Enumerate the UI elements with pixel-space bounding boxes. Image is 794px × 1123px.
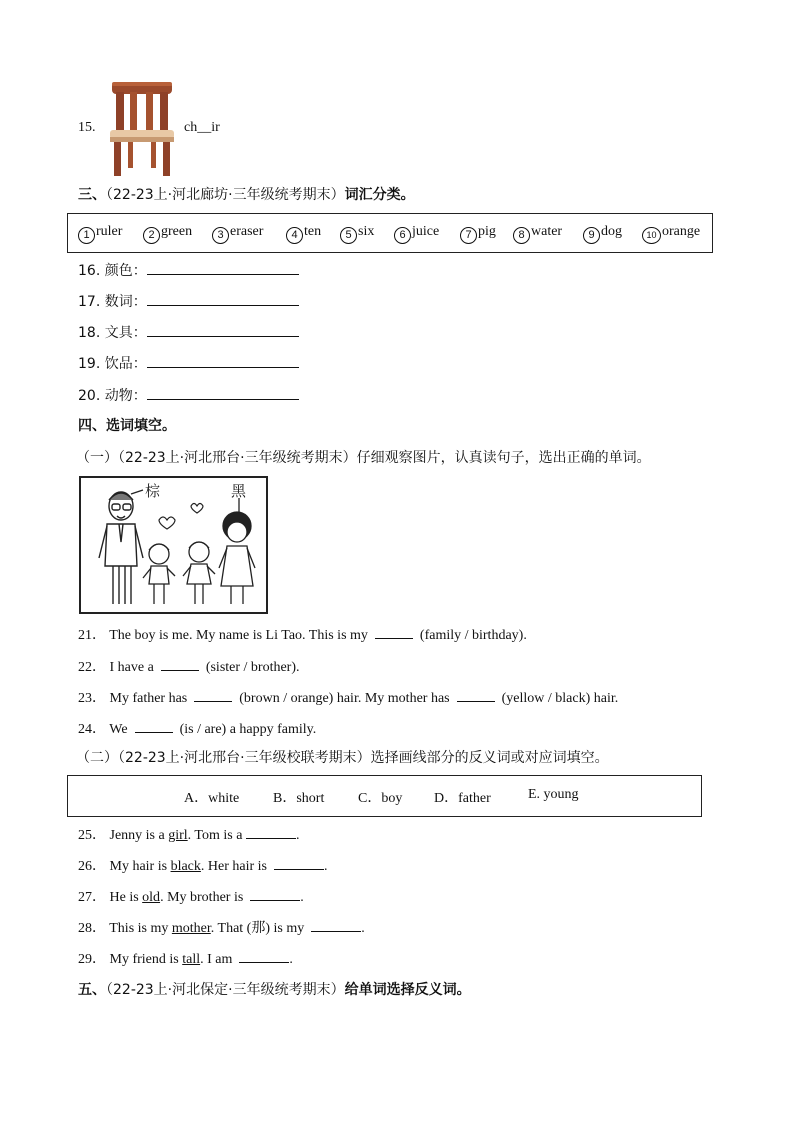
option-c: C．boy [358,791,403,806]
question-21: 21． The boy is me. My name is Li Tao. This is my (family / birthday). [78,624,527,646]
underlined-word: tall [182,952,201,967]
part-2-heading: （二）（22-23上·河北邢台·三年级校联考期末）选择画线部分的反义词或对应词填空。 [76,750,609,766]
label-black: 黑 [231,482,247,500]
word-bank-item: 4 ten [286,224,321,244]
answer-blank[interactable] [194,687,232,702]
option-b: B．short [273,791,325,806]
answer-blank[interactable] [135,718,173,733]
question-23: 23． My father has (brown / orange) hair. My mother has (yellow / black) hair. [78,687,618,709]
word-bank-item: 1 ruler [78,224,122,244]
part-1-heading: （一）（22-23上·河北邢台·三年级统考期末）仔细观察图片，认真读句子，选出正确的单词。 [76,450,651,466]
family-picture [79,476,268,614]
question-28: 28． This is my mother. That (那) is my . [78,917,365,939]
question-19: 19. 饮品： [78,353,299,374]
answer-blank[interactable] [457,687,495,702]
question-15 [78,118,96,138]
answer-blank[interactable] [274,855,324,870]
question-29: 29． My friend is tall. I am . [78,948,293,970]
section-3-heading [78,185,415,205]
option-e: E. young [528,787,579,802]
answer-blank[interactable] [375,624,413,639]
word-bank-item: 8 water [513,224,562,244]
question-20: 20. 动物： [78,385,299,406]
question-27: 27． He is old. My brother is . [78,886,304,908]
question-25: 25． Jenny is a girl. Tom is a . [78,824,299,846]
word-bank-item: 6 juice [394,224,439,244]
answer-blank[interactable] [311,917,361,932]
answer-blank[interactable] [246,824,296,839]
chair-image [108,80,176,178]
question-number: 15. [78,120,96,135]
answer-blank[interactable] [147,385,299,400]
word-bank-item: 10 orange [642,224,700,244]
section-5-heading: 五、（22-23上·河北保定·三年级统考期末）给单词选择反义词。 [78,982,471,998]
word-bank-box [67,213,713,253]
section-4-heading: 四、选词填空。 [78,418,176,434]
question-15-word: ch__ir [184,120,220,135]
question-22: 22． I have a (sister / brother). [78,656,300,678]
word-bank-item: 7 pig [460,224,496,244]
question-16: 16. 颜色： [78,260,299,281]
answer-blank[interactable] [147,260,299,275]
question-18: 18. 文具： [78,322,299,343]
option-a: A．white [184,791,240,806]
options-box [67,775,702,817]
underlined-word: girl [168,828,188,843]
underlined-word: mother [171,921,211,936]
word-bank-item: 5 six [340,224,374,244]
question-24: 24． We (is / are) a happy family. [78,718,316,740]
word-bank-item: 9 dog [583,224,622,244]
word-bank-item: 3 eraser [212,224,263,244]
answer-blank[interactable] [239,948,289,963]
section-prefix: 三、 [78,187,106,203]
section-instruction: 词汇分类。 [344,187,415,203]
question-26: 26． My hair is black. Her hair is . [78,855,327,877]
answer-blank[interactable] [147,353,299,368]
section-source: （22-23上·河北廊坊·三年级统考期末） [106,187,345,203]
word-bank-item: 2 green [143,224,192,244]
answer-blank[interactable] [147,322,299,337]
underlined-word: old [142,890,161,905]
option-d: D．father [434,791,491,806]
answer-blank[interactable] [250,886,300,901]
question-17: 17. 数词： [78,291,299,312]
answer-blank[interactable] [147,291,299,306]
label-brown: 棕 [145,482,161,500]
answer-blank[interactable] [161,656,199,671]
underlined-word: black [170,859,201,874]
